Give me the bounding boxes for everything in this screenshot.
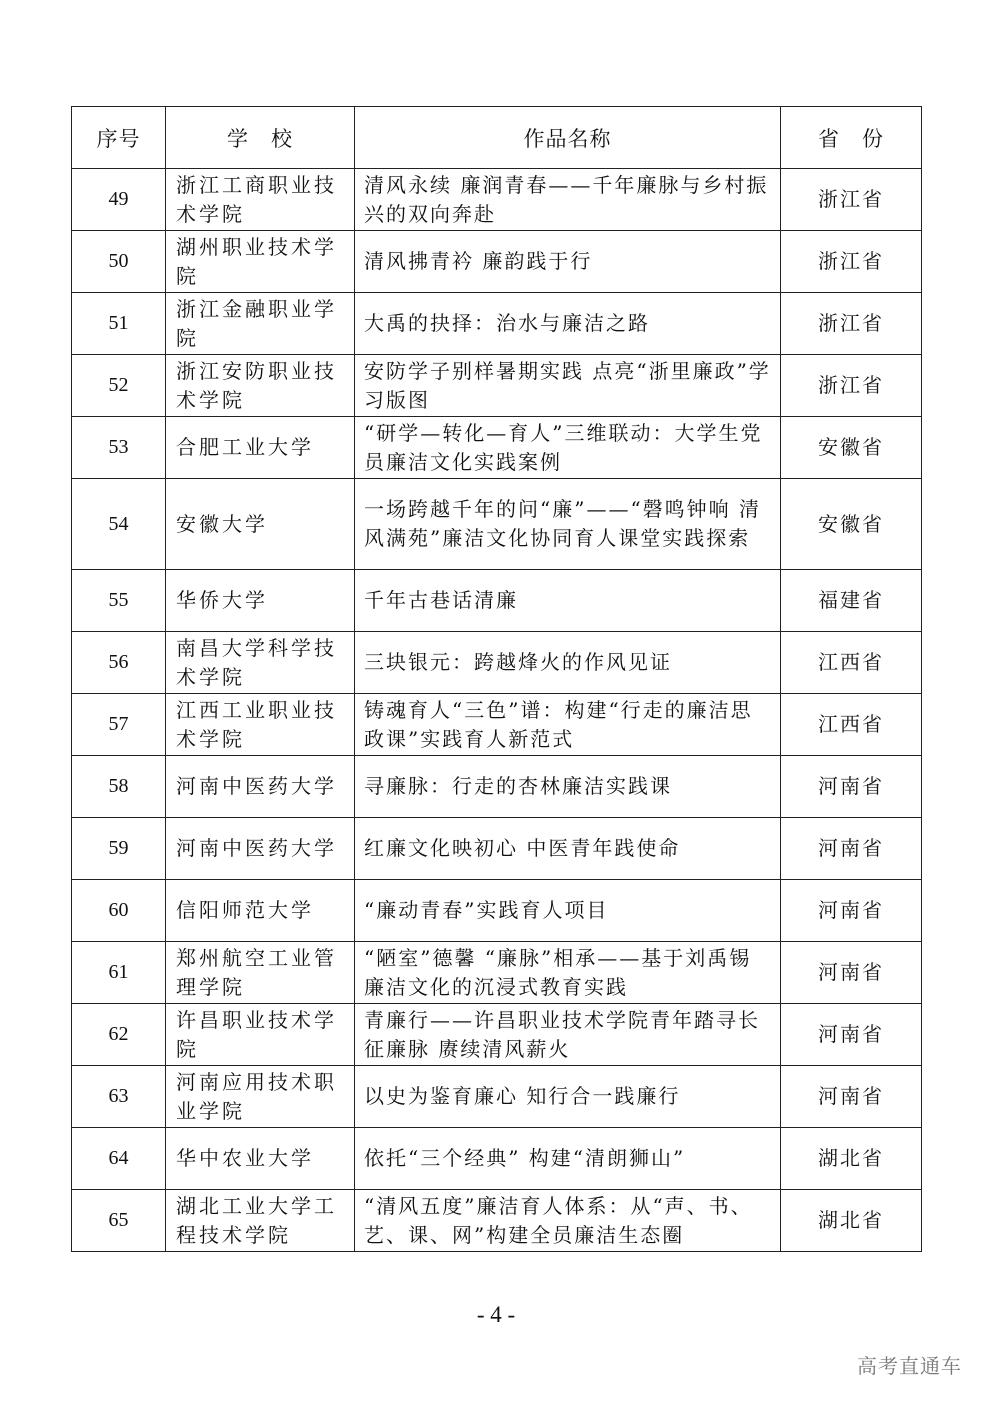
award-list-table <box>71 106 922 1252</box>
header-province: 省 份 <box>781 107 922 169</box>
table-body <box>72 169 922 1252</box>
row-province-cell: 河南省 <box>781 942 922 1004</box>
row-number-cell: 50 <box>72 231 166 293</box>
row-work-title-cell: 铸魂育人“三色”谱：构建“行走的廉洁思政课”实践育人新范式 <box>355 694 781 756</box>
table-row <box>72 231 922 293</box>
row-school-cell: 江西工业职业技术学院 <box>166 694 355 756</box>
row-province-cell: 安徽省 <box>781 417 922 479</box>
row-work-title-cell: “研学—转化—育人”三维联动：大学生党员廉洁文化实践案例 <box>355 417 781 479</box>
table-row <box>72 818 922 880</box>
table-row <box>72 417 922 479</box>
row-number-cell: 63 <box>72 1066 166 1128</box>
row-work-title-cell: “清风五度”廉洁育人体系：从“声、书、艺、课、网”构建全员廉洁生态圈 <box>355 1190 781 1252</box>
row-work-title-cell: 清风永续 廉润青春——千年廉脉与乡村振兴的双向奔赴 <box>355 169 781 231</box>
row-work-title-cell: 依托“三个经典” 构建“清朗狮山” <box>355 1128 781 1190</box>
header-number: 序号 <box>72 107 166 169</box>
table-row <box>72 694 922 756</box>
table-row <box>72 570 922 632</box>
row-number-cell: 64 <box>72 1128 166 1190</box>
row-work-title-cell: 三块银元：跨越烽火的作风见证 <box>355 632 781 694</box>
row-school-cell: 许昌职业技术学院 <box>166 1004 355 1066</box>
row-number-cell: 65 <box>72 1190 166 1252</box>
row-province-cell: 河南省 <box>781 756 922 818</box>
row-province-cell: 浙江省 <box>781 355 922 417</box>
page-number: - 4 - <box>476 1302 516 1327</box>
row-school-cell: 华中农业大学 <box>166 1128 355 1190</box>
watermark-text: 高考直通车 <box>857 1354 962 1378</box>
row-province-cell: 河南省 <box>781 880 922 942</box>
row-school-cell: 河南中医药大学 <box>166 818 355 880</box>
row-school-cell: 浙江金融职业学院 <box>166 293 355 355</box>
row-number-cell: 54 <box>72 479 166 570</box>
row-number-cell: 56 <box>72 632 166 694</box>
row-province-cell: 河南省 <box>781 818 922 880</box>
row-work-title-cell: “陋室”德馨 “廉脉”相承——基于刘禹锡廉洁文化的沉浸式教育实践 <box>355 942 781 1004</box>
row-province-cell: 浙江省 <box>781 293 922 355</box>
row-number-cell: 60 <box>72 880 166 942</box>
header-school: 学 校 <box>166 107 355 169</box>
table-row <box>72 169 922 231</box>
row-number-cell: 55 <box>72 570 166 632</box>
row-number-cell: 57 <box>72 694 166 756</box>
row-school-cell: 浙江安防职业技术学院 <box>166 355 355 417</box>
row-school-cell: 信阳师范大学 <box>166 880 355 942</box>
row-school-cell: 安徽大学 <box>166 479 355 570</box>
table-row <box>72 1066 922 1128</box>
row-work-title-cell: 安防学子别样暑期实践 点亮“浙里廉政”学习版图 <box>355 355 781 417</box>
table-row <box>72 880 922 942</box>
row-school-cell: 华侨大学 <box>166 570 355 632</box>
row-province-cell: 河南省 <box>781 1004 922 1066</box>
row-work-title-cell: 寻廉脉：行走的杏林廉洁实践课 <box>355 756 781 818</box>
row-province-cell: 河南省 <box>781 1066 922 1128</box>
row-school-cell: 湖州职业技术学院 <box>166 231 355 293</box>
table-row <box>72 1128 922 1190</box>
row-work-title-cell: 大禹的抉择：治水与廉洁之路 <box>355 293 781 355</box>
row-province-cell: 浙江省 <box>781 231 922 293</box>
row-work-title-cell: “廉动青春”实践育人项目 <box>355 880 781 942</box>
row-school-cell: 湖北工业大学工程技术学院 <box>166 1190 355 1252</box>
row-work-title-cell: 以史为鉴育廉心 知行合一践廉行 <box>355 1066 781 1128</box>
row-province-cell: 湖北省 <box>781 1128 922 1190</box>
row-school-cell: 合肥工业大学 <box>166 417 355 479</box>
table-row <box>72 756 922 818</box>
row-province-cell: 湖北省 <box>781 1190 922 1252</box>
table-row <box>72 942 922 1004</box>
row-province-cell: 安徽省 <box>781 479 922 570</box>
row-school-cell: 河南中医药大学 <box>166 756 355 818</box>
row-number-cell: 62 <box>72 1004 166 1066</box>
row-school-cell: 浙江工商职业技术学院 <box>166 169 355 231</box>
table-row <box>72 355 922 417</box>
row-work-title-cell: 千年古巷话清廉 <box>355 570 781 632</box>
row-province-cell: 福建省 <box>781 570 922 632</box>
row-number-cell: 51 <box>72 293 166 355</box>
row-province-cell: 浙江省 <box>781 169 922 231</box>
row-work-title-cell: 青廉行——许昌职业技术学院青年踏寻长征廉脉 赓续清风薪火 <box>355 1004 781 1066</box>
row-province-cell: 江西省 <box>781 694 922 756</box>
table-row <box>72 293 922 355</box>
table-header-row <box>72 107 922 169</box>
row-province-cell: 江西省 <box>781 632 922 694</box>
row-number-cell: 49 <box>72 169 166 231</box>
row-school-cell: 河南应用技术职业学院 <box>166 1066 355 1128</box>
row-school-cell: 南昌大学科学技术学院 <box>166 632 355 694</box>
row-work-title-cell: 一场跨越千年的问“廉”——“磬鸣钟响 清风满苑”廉洁文化协同育人课堂实践探索 <box>355 479 781 570</box>
row-work-title-cell: 红廉文化映初心 中医青年践使命 <box>355 818 781 880</box>
row-number-cell: 58 <box>72 756 166 818</box>
row-work-title-cell: 清风拂青衿 廉韵践于行 <box>355 231 781 293</box>
table-row <box>72 632 922 694</box>
header-work-title: 作品名称 <box>355 107 781 169</box>
row-number-cell: 61 <box>72 942 166 1004</box>
row-number-cell: 52 <box>72 355 166 417</box>
table-row <box>72 479 922 570</box>
row-number-cell: 59 <box>72 818 166 880</box>
row-number-cell: 53 <box>72 417 166 479</box>
table-row <box>72 1190 922 1252</box>
row-school-cell: 郑州航空工业管理学院 <box>166 942 355 1004</box>
table-row <box>72 1004 922 1066</box>
